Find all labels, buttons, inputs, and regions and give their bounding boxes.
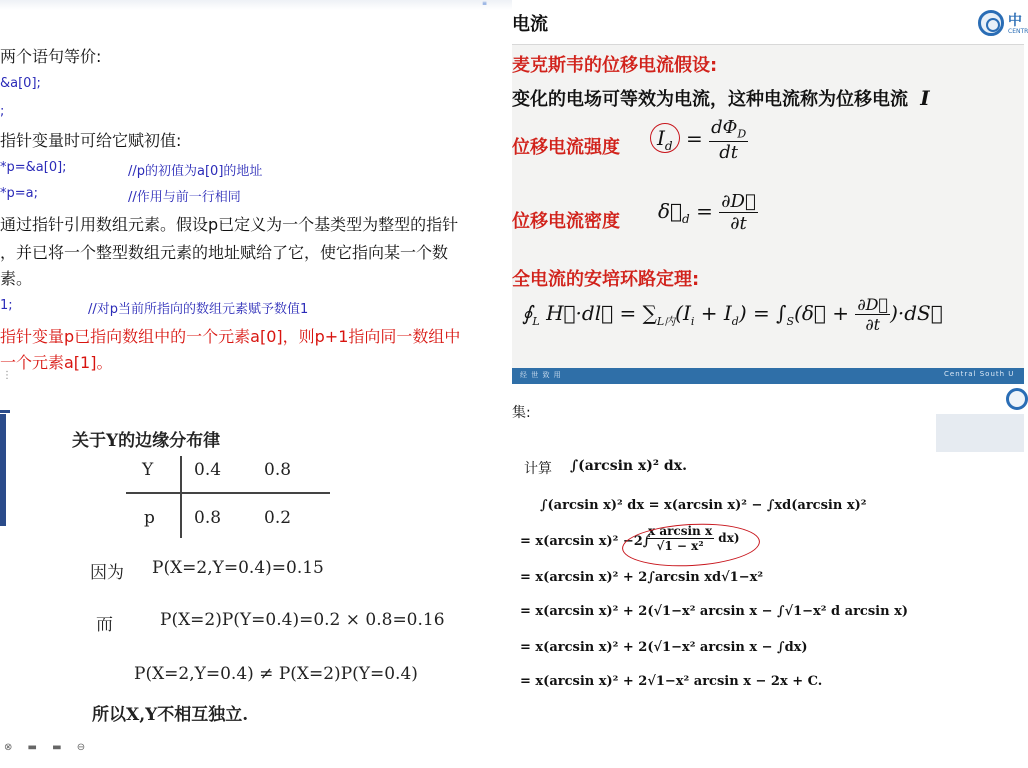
university-logo-icon bbox=[1006, 388, 1028, 410]
table-header-value: 0.8 bbox=[264, 460, 292, 480]
code-text-line: &a[0]; bbox=[0, 76, 41, 91]
annotation-circle bbox=[621, 520, 761, 569]
code-text-line: 指针变量p已指向数组中的一个元素a[0]，则p+1指向同一数组中 bbox=[0, 327, 461, 346]
statement-text bbox=[512, 85, 930, 111]
slide-body bbox=[512, 44, 1024, 368]
distribution-title: 关于Y的边缘分布律 bbox=[72, 431, 221, 451]
slide-toolbar-icons[interactable]: ⊗ ▬ ▬ ⊖ bbox=[4, 742, 92, 753]
footer-university: Central South U bbox=[944, 370, 1015, 378]
problem-expression: ∫(arcsin x)² dx. bbox=[570, 458, 687, 474]
section-header: 集: bbox=[512, 405, 531, 421]
conclusion-text: 所以X,Y不相互独立. bbox=[92, 705, 249, 725]
table-header-value: 0.4 bbox=[194, 460, 222, 480]
formula-ampere: $∮_L$ H⃗·dl⃗ = $\sum_{L内}(I_i + I_d)$ = $\int_S(\delta⃗$ + $\frac{\partial D⃗}{\partial t}$ )·dS⃗ bbox=[522, 295, 943, 334]
inequality-equation: P(X=2,Y=0.4) ≠ P(X=2)P(Y=0.4) bbox=[134, 664, 418, 684]
window-strip bbox=[0, 0, 512, 10]
table-horizontal-rule bbox=[126, 492, 330, 494]
slide-marginal-distribution bbox=[0, 384, 512, 768]
sidebar-bar bbox=[0, 414, 6, 526]
code-text-line: ，并已将一个整型数组元素的地址赋给了它，使它指向某一个数 bbox=[0, 243, 449, 262]
because-label: 因为 bbox=[90, 563, 124, 583]
logo-text: 中 bbox=[1008, 13, 1022, 29]
formula-intensity: $I_d$ = $\frac{d\Phi_D}{dt}$ bbox=[650, 117, 748, 163]
code-text-line: *p=a; bbox=[0, 186, 38, 201]
corner-logo: ≡ bbox=[482, 0, 488, 7]
slide-displacement-current bbox=[512, 0, 1028, 384]
step-line: = x(arcsin x)² + 2√1−x² arcsin x − 2x + C. bbox=[520, 674, 823, 689]
step-line: ∫(arcsin x)² dx = x(arcsin x)² − ∫xd(arcsin x)² bbox=[540, 498, 867, 513]
slide-titlebar bbox=[512, 0, 1028, 44]
university-logo-icon bbox=[978, 10, 1004, 36]
code-text-line: 素。 bbox=[0, 269, 33, 288]
step-line: = x(arcsin x)² −2∫ bbox=[520, 534, 651, 549]
slide-footer bbox=[512, 368, 1024, 384]
because-equation: P(X=2,Y=0.4)=0.15 bbox=[152, 558, 324, 578]
code-text-line: ; bbox=[0, 104, 5, 119]
and-label: 而 bbox=[96, 615, 113, 635]
label-ampere-law: 全电流的安培环路定理: bbox=[512, 269, 700, 290]
logo-subtext: CENTR bbox=[1008, 28, 1028, 35]
code-comment: //对p当前所指向的数组元素赋予数值1 bbox=[88, 302, 309, 317]
fraction-denominator: √1 − x² bbox=[656, 539, 704, 553]
overlay-box bbox=[936, 414, 1024, 452]
statement-prefix: 变化的电场可等效为电流，这种电流称为位移电流 bbox=[512, 89, 908, 110]
slide-c-pointers bbox=[0, 0, 512, 384]
step-line: = x(arcsin x)² + 2∫arcsin xd√1−x² bbox=[520, 570, 764, 585]
slide-title: 电流 bbox=[512, 14, 548, 35]
table-cell: 0.2 bbox=[264, 508, 292, 528]
and-equation: P(X=2)P(Y=0.4)=0.2 × 0.8=0.16 bbox=[160, 610, 445, 630]
code-text-line: 1; bbox=[0, 298, 13, 313]
menu-icon[interactable]: ⋮ bbox=[2, 370, 12, 381]
slide-integral-calculation bbox=[512, 384, 1024, 768]
table-vertical-rule bbox=[180, 456, 182, 538]
table-header-label: Y bbox=[142, 460, 154, 480]
code-text-line: 两个语句等价: bbox=[0, 47, 102, 66]
table-cell: 0.8 bbox=[194, 508, 222, 528]
step-line: = x(arcsin x)² + 2(√1−x² arcsin x − ∫√1−x² d arcsin x) bbox=[520, 604, 908, 619]
code-comment: //p的初值为a[0]的地址 bbox=[128, 164, 263, 179]
label-density: 位移电流密度 bbox=[512, 211, 620, 232]
code-text-line: 一个元素a[1]。 bbox=[0, 353, 113, 372]
formula-density: $\delta⃗_d$ = $\frac{\partial D⃗}{\partial t}$ bbox=[658, 191, 756, 234]
code-text-line: *p=&a[0]; bbox=[0, 160, 67, 175]
sidebar-accent bbox=[0, 410, 10, 413]
step-line: = x(arcsin x)² + 2(√1−x² arcsin x − ∫dx) bbox=[520, 640, 808, 655]
code-text-line: 指针变量时可给它赋初值: bbox=[0, 131, 182, 150]
fraction-dx: dx) bbox=[718, 531, 740, 545]
label-intensity: 位移电流强度 bbox=[512, 137, 620, 158]
table-row-label: p bbox=[144, 508, 155, 528]
compute-label: 计算 bbox=[524, 461, 552, 477]
fraction-numerator: x arcsin x bbox=[648, 524, 713, 538]
code-text-line: 通过指针引用数组元素。假设p已定义为一个基类型为整型的指针 bbox=[0, 215, 459, 234]
code-comment: //作用与前一行相同 bbox=[128, 190, 241, 205]
heading-maxwell: 麦克斯韦的位移电流假设: bbox=[512, 55, 718, 76]
footer-motto: 经 世 致 用 bbox=[520, 371, 562, 379]
statement-symbol: I bbox=[920, 86, 930, 110]
